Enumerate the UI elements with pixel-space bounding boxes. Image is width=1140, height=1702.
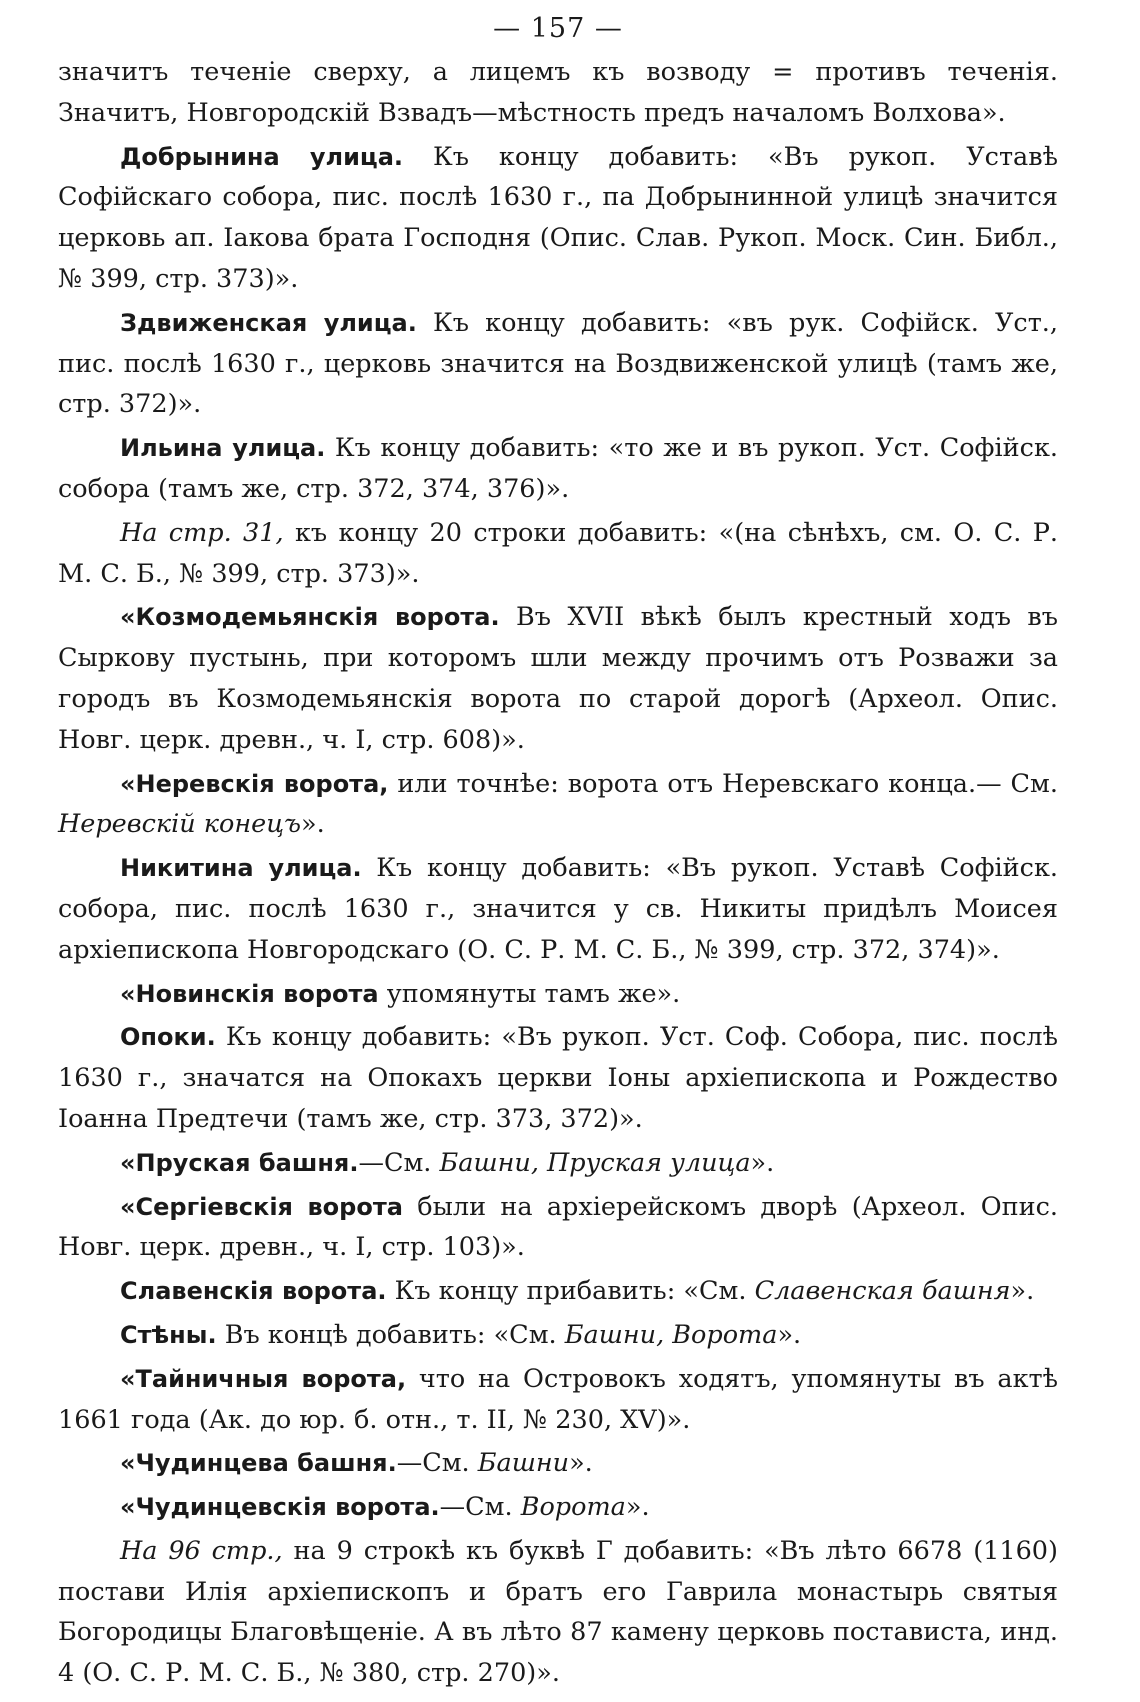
- page-number: — 157 —: [493, 13, 623, 44]
- entry-text: Къ концу добавить: «Въ рукоп. Уставѣ Софійск. собора, пис. послѣ 1630 г., значится у св. Никиты придѣлъ Моисея архіепископа Новгородскаго (О. С. Р. М. С. Б., № 399, стр. 372, 374)».: [58, 853, 1059, 965]
- entry-text: Къ концу прибавить: «См.: [386, 1276, 755, 1307]
- entry-cross-ref: Неревскій конецъ: [58, 809, 302, 840]
- entry-dobrynina: [58, 137, 1058, 300]
- entry-text: Въ XVII вѣкѣ былъ крестный ходъ въ Сыркову пустынь, при которомъ шли между прочимъ отъ Розважи за городъ въ Козмодемьянскія ворота по старой дорогѣ (Археол. Опис. Новг. церк. древн., ч. I, стр. 608)».: [58, 602, 1058, 755]
- entry-cross-ref: Башни: [477, 1448, 570, 1479]
- entry-tail: ».: [750, 1147, 775, 1178]
- entry-heading: «Сергіевскія ворота: [120, 1192, 403, 1221]
- entry-heading: «Пруская башня.: [120, 1148, 359, 1177]
- entry-text: были на архіерейскомъ дворѣ (Археол. Опис. Новг. церк. древн., ч. I, стр. 103)».: [58, 1191, 1059, 1263]
- entry-text: значитъ теченіе сверху, а лицемъ къ возводу = противъ теченія. Значитъ, Новгородскій Взвадъ—мѣстность предъ началомъ Волхова».: [58, 57, 1058, 128]
- entry-text: Къ концу добавить: «Въ рукоп. Уст. Соф. Собора, пис. послѣ 1630 г., значатся на Опокахъ церкви Іоны архіепископа и Рождество Іоанна Предтечи (тамъ же, стр. 373, 372)».: [58, 1022, 1058, 1134]
- entry-text: на 9 строкѣ къ буквѣ Г добавить: «Въ лѣто 6678 (1160) постави Илія архіепископъ и братъ его Гаврила монастырь святыя Богородицы Благовѣщеніе. А въ лѣто 87 камену церковь постависта, инд. 4 (О. С. Р. М. С. Б., № 380, стр. 270)».: [58, 1535, 1058, 1689]
- entry-heading: «Чудинцева башня.: [120, 1449, 397, 1478]
- entry-heading: Ильина улица.: [120, 434, 326, 463]
- entry-heading: «Новинскія ворота: [120, 979, 379, 1008]
- entry-heading: «Неревскія ворота,: [120, 769, 389, 798]
- entry-novinskiya: [58, 974, 1058, 1015]
- entry-text: или точнѣе: ворота отъ Неревскаго конца.— См.: [388, 768, 1058, 799]
- entry-tainichnyya: [58, 1359, 1058, 1441]
- entry-text: Къ концу добавить: «въ рук. Софійск. Уст., пис. послѣ 1630 г., церковь значится на Воздвиженской улицѣ (тамъ же, стр. 372)».: [58, 307, 1059, 420]
- entry-heading: Никитина улица.: [120, 854, 362, 883]
- entry-tail: ».: [569, 1448, 593, 1479]
- entry-nikitina: [58, 848, 1058, 970]
- entry-chudintseva: [58, 1443, 1058, 1484]
- entry-heading: Здвиженская улица.: [120, 308, 417, 337]
- entry-slavenskiya: [58, 1271, 1058, 1312]
- entry-heading: «Чудинцевскія ворота.: [120, 1493, 440, 1522]
- entry-text: Къ концу добавить: «Въ рукоп. Уставѣ Софійскаго собора, пис. послѣ 1630 г., па Добрынинной улицѣ значится церковь ап. Іакова брата Господня (Опис. Слав. Рукоп. Моск. Син. Библ., № 399, стр. 373)».: [58, 141, 1058, 294]
- entry-tail: ».: [777, 1319, 802, 1350]
- entry-opoki: [58, 1017, 1058, 1139]
- entry-chudintsevskiya: [58, 1487, 1058, 1528]
- entry-zdvizhenskaya: [58, 303, 1058, 425]
- entry-text: что на Островокъ ходятъ, упомянуты въ актѣ 1661 года (Ак. до юр. б. отн., т. II, № 230, XV)».: [58, 1363, 1058, 1435]
- entry-pruskaya: [58, 1143, 1058, 1184]
- entry-steny: [58, 1315, 1058, 1356]
- entry-heading: Славенскія ворота.: [120, 1277, 387, 1306]
- entry-tail: ».: [301, 809, 325, 840]
- entry-text: —См.: [396, 1448, 478, 1479]
- entry-text: къ концу 20 строки добавить: «(на сѣнѣхъ, см. О. С. Р. М. С. Б., № 399, стр. 373)».: [58, 517, 1058, 589]
- entry-nerevskiya: [58, 764, 1058, 846]
- entry-sergievskiya: [58, 1187, 1058, 1269]
- entry-page-31: [58, 513, 1058, 595]
- entry-heading: «Козмодемьянскія ворота.: [120, 603, 500, 632]
- entry-text: упомянуты тамъ же».: [378, 978, 681, 1009]
- entry-cross-ref: Ворота: [520, 1492, 626, 1523]
- entry-text: Въ концѣ добавить: «См.: [216, 1319, 565, 1350]
- entry-cross-ref: Башни, Ворота: [564, 1319, 778, 1350]
- entry-tail: ».: [625, 1492, 650, 1523]
- entry-heading: Стѣны.: [120, 1320, 217, 1349]
- entry-heading: Опоки.: [120, 1023, 216, 1052]
- page: [58, 8, 1058, 1694]
- entry-continuation: [58, 52, 1058, 134]
- entry-cross-ref: Башни, Пруская улица: [439, 1147, 751, 1178]
- entry-text: —См.: [439, 1492, 521, 1523]
- entry-cross-ref: Славенская башня: [754, 1276, 1011, 1307]
- entry-ilyina: [58, 428, 1058, 510]
- entry-heading: «Тайничныя ворота,: [120, 1364, 407, 1393]
- entry-heading: Добрынина улица.: [120, 142, 404, 171]
- entry-kozmodemyanskiya: [58, 597, 1058, 760]
- entry-tail: ».: [1010, 1276, 1035, 1307]
- entry-lead-italic: На стр. 31,: [120, 517, 284, 548]
- entry-text: Къ концу добавить: «то же и въ рукоп. Уст. Софійск. собора (тамъ же, стр. 372, 374, 376)».: [58, 433, 1058, 504]
- entry-text: —См.: [358, 1147, 440, 1178]
- entry-page-96: [58, 1531, 1058, 1694]
- entry-lead-italic: На 96 стр.,: [120, 1535, 283, 1566]
